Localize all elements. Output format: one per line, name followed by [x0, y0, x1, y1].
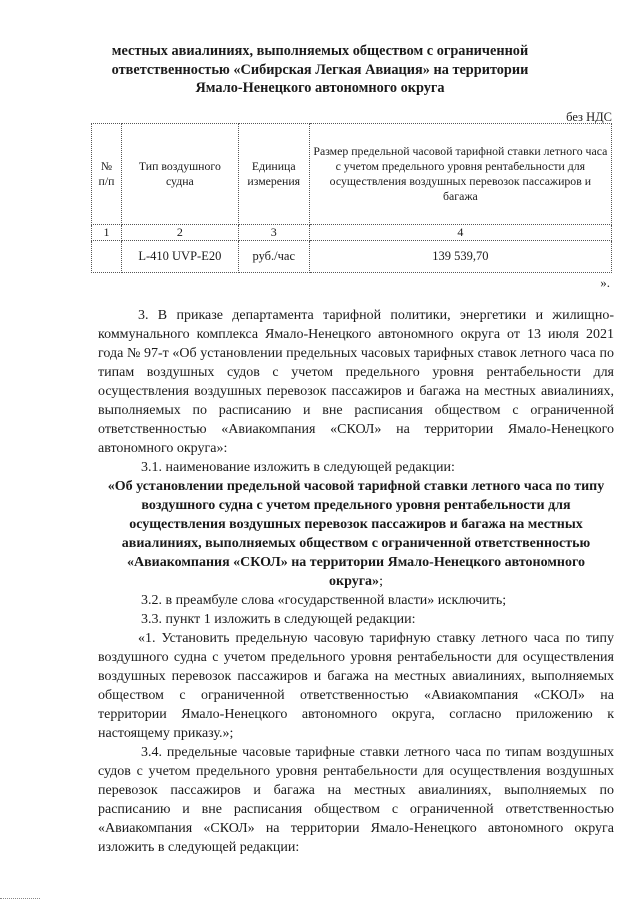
heading-line: Ямало-Ненецкого автономного округа: [195, 80, 445, 96]
closing-quote: ».: [600, 275, 610, 290]
vat-note: без НДС: [566, 110, 612, 124]
column-number: 3: [238, 225, 309, 241]
paragraph-3-1: 3.1. наименование изложить в следующей редакции:: [141, 460, 455, 475]
cell-rate: 139 539,70: [309, 241, 611, 273]
table-row: [92, 241, 612, 273]
paragraph-3-2: 3.2. в преамбуле слова «государственной власти» исключить;: [141, 593, 507, 608]
paragraph-3-3-text: «1. Установить предельную часовую тарифную ставку летного часа по типу воздушного судна с учетом предельного уровня рентабельности для осуществления воздушных перевозок пассажиров и багажа на местных авиалиниях, выполняемых обществом с ограниченной ответственностью «Авиакомпания «СКОЛ» на территории Ямало-Ненецкого автономного округа, согласно приложению к настоящему приказу.»;: [98, 631, 614, 741]
paragraph-3-1-title: [98, 477, 614, 591]
column-number: 1: [92, 225, 122, 241]
cell-aircraft: L-410 UVP-E20: [121, 241, 238, 273]
column-number-row: [92, 225, 612, 241]
cell-unit: руб./час: [238, 241, 309, 273]
paragraph-3: 3. В приказе департамента тарифной политики, энергетики и жилищно-коммунального комплекса Ямало-Ненецкого автономного округа от 13 июля 2021 года № 97-т «Об установлении предельных часовых тарифных ставок летного часа по типам воздушных судов с учетом предельного уровня рентабельности для осуществления воздушных перевозок пассажиров и багажа на местных авиалиниях, выполняемых по расписанию и вне расписания обществом с ограниченной ответственностью «Авиакомпания «СКОЛ» на территории Ямало-Ненецкого автономного округа»:: [98, 308, 614, 456]
column-number: 2: [121, 225, 238, 241]
heading-line: ответственностью «Сибирская Легкая Авиация» на территории: [111, 61, 529, 78]
header-cell-aircraft: Тип воздушного судна: [121, 124, 238, 225]
table-header-row: [92, 124, 612, 225]
paragraph-3-3: 3.3. пункт 1 изложить в следующей редакции:: [141, 612, 416, 627]
header-cell-rate: Размер предельной часовой тарифной ставки летного часа с учетом предельного уровня рентабельности для осуществления воздушных перевозок пассажиров и багажа: [309, 124, 611, 225]
header-cell-unit: Единица измерения: [238, 124, 309, 225]
footer-rule: [0, 898, 40, 899]
document-heading: [0, 42, 640, 98]
new-title-text: «Об установлении предельной часовой тарифной ставки летного часа по типу воздушного судна с учетом предельного уровня рентабельности для осуществления воздушных перевозок пассажиров и багажа на местных авиалиниях, выполняемых обществом с ограниченной ответственностью «Авиакомпания «СКОЛ» на территории Ямало-Ненецкого автономного округа»: [107, 479, 605, 589]
column-number: 4: [309, 225, 611, 241]
tariff-table: [91, 123, 612, 273]
cell-number: [92, 241, 122, 273]
paragraph-3-4: 3.4. предельные часовые тарифные ставки летного часа по типам воздушных судов с учетом предельного уровня рентабельности для осуществления воздушных перевозок пассажиров и багажа на местных авиалиниях, выполняемых по расписанию и вне расписания обществом с ограниченной ответственностью «Авиакомпания «СКОЛ» на территории Ямало-Ненецкого автономного округа изложить в следующей редакции:: [98, 745, 614, 855]
header-cell-number: № п/п: [92, 124, 122, 225]
heading-line: местных авиалиниях, выполняемых обществом с ограниченной: [111, 43, 529, 59]
title-tail: ;: [379, 574, 383, 589]
document-body: [98, 306, 614, 857]
